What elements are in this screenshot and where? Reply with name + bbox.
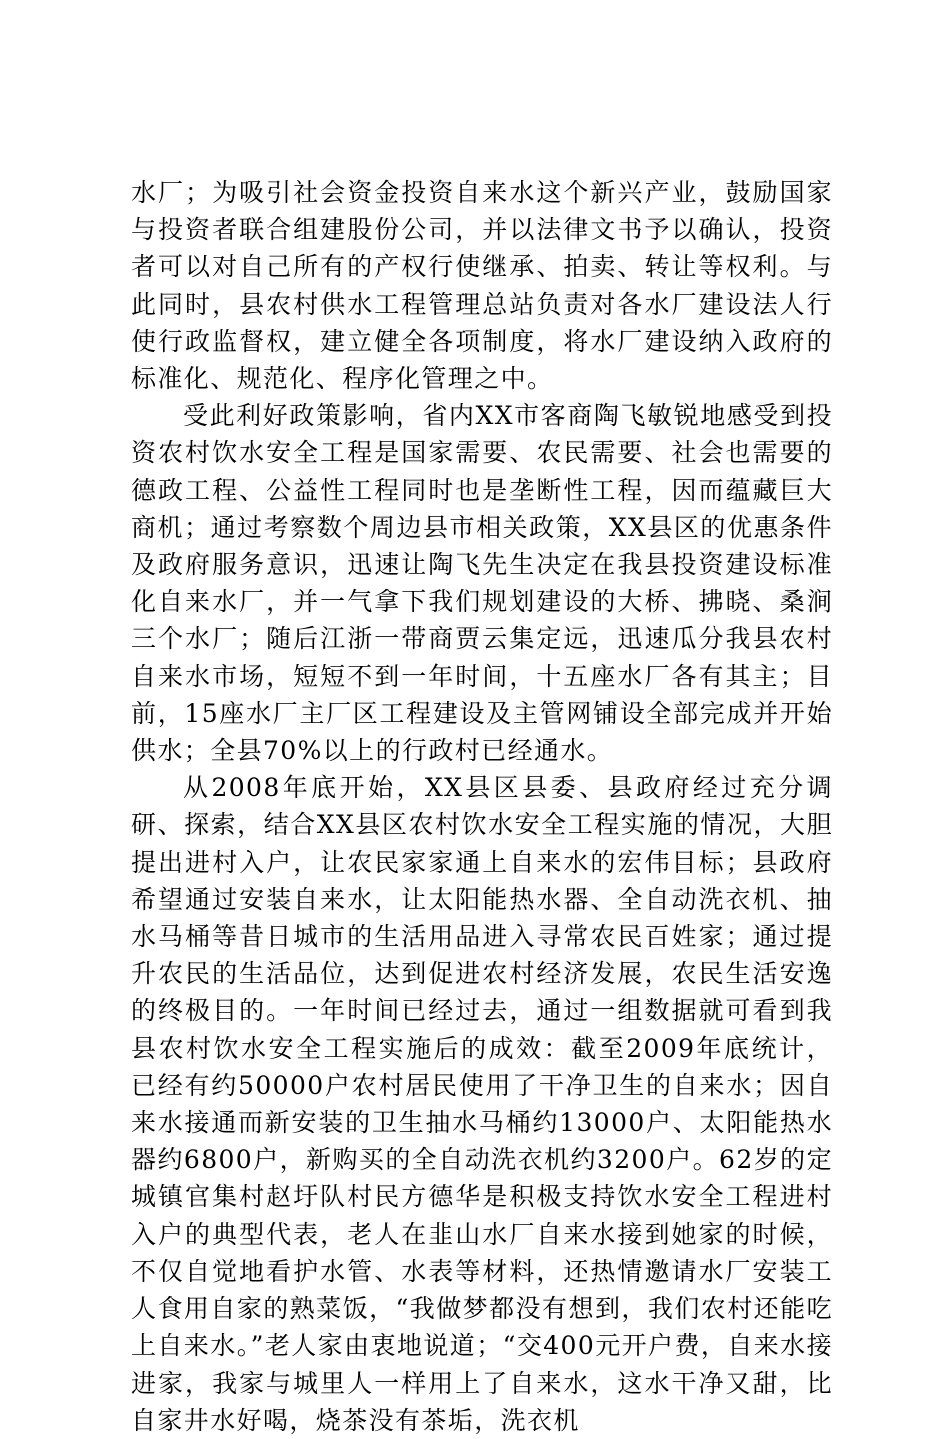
paragraph-1: 水厂；为吸引社会资金投资自来水这个新兴产业，鼓励国家与投资者联合组建股份公司，并以法律文书予以确认，投资者可以对自己所有的产权行使继承、拍卖、转让等权利。与此同时，县农村供水工程管理总站负责对各水厂建设法人行使行政监督权，建立健全各项制度，将水厂建设纳入政府的标准化、规范化、程序化管理之中。 (131, 178, 833, 394)
paragraph-3: 从2008年底开始，XX县区县委、县政府经过充分调研、探索，结合XX县区农村饮水安全工程实施的情况，大胆提出进村入户，让农民家家通上自来水的宏伟目标；县政府希望通过安装自来水，让太阳能热水器、全自动洗衣机、抽水马桶等昔日城市的生活用品进入寻常农民百姓家；通过提升农民的生活品位，达到促进农村经济发展，农民生活安逸的终极目的。一年时间已经过去，通过一组数据就可看到我县农村饮水安全工程实施后的成效：截至2009年底统计，已经有约50000户农村居民使用了干净卫生的自来水；因自来水接通而新安装的卫生抽水马桶约13000户、太阳能热水器约6800户，新购买的全自动洗衣机约3200户。62岁的定城镇官集村赵圩队村民方德华是积极支持饮水安全工程进村入户的典型代表，老人在韭山水厂自来水接到她家的时候，不仅自觉地看护水管、水表等材料，还热情邀请水厂安装工人食用自家的熟菜饭，“我做梦都没有想到，我们农村还能吃上自来水。”老人家由衷地说道；“交400元开户费，自来水接进家，我家与城里人一样用上了自来水，这水干净又甜，比自家井水好喝，烧茶没有茶垢，洗衣机 (131, 773, 833, 1435)
document-page (131, 174, 833, 1439)
paragraph-2: 受此利好政策影响，省内XX市客商陶飞敏锐地感受到投资农村饮水安全工程是国家需要、农民需要、社会也需要的德政工程、公益性工程同时也是垄断性工程，因而蕴藏巨大商机；通过考察数个周边县市相关政策，XX县区的优惠条件及政府服务意识，迅速让陶飞先生决定在我县投资建设标准化自来水厂，并一气拿下我们规划建设的大桥、拂晓、桑涧三个水厂；随后江浙一带商贾云集定远，迅速瓜分我县农村自来水市场，短短不到一年时间，十五座水厂各有其主；目前，15座水厂主厂区工程建设及主管网铺设全部完成并开始供水；全县70%以上的行政村已经通水。 (131, 401, 833, 766)
